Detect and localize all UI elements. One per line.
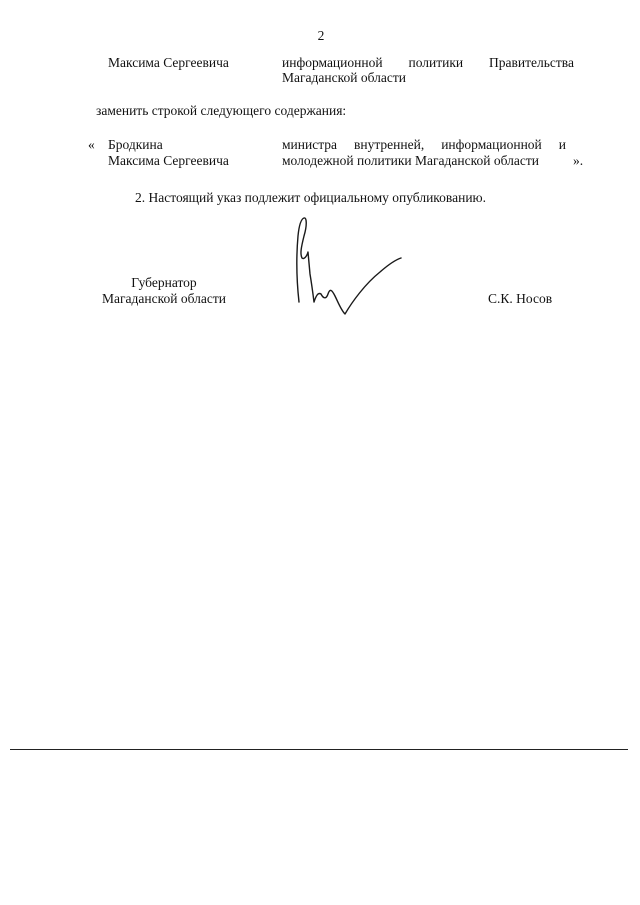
row2-open-quote: « (88, 137, 95, 152)
replace-text: заменить строкой следующего содержания: (96, 103, 347, 118)
signatory-title-line2: Магаданской области (102, 291, 226, 306)
handwritten-signature (285, 214, 410, 324)
row2-name: Максима Сергеевича (108, 153, 229, 168)
clause-2: 2. Настоящий указ подлежит официальному опубликованию. (135, 190, 487, 205)
row1-position-line1: информационной политики Правительства (282, 55, 574, 70)
signatory-title-line1: Губернатор (131, 275, 197, 290)
row2-position-line1: министра внутренней, информационной и (282, 137, 566, 152)
page-number: 2 (317, 28, 325, 43)
row2-position-line2: молодежной политики Магаданской области (282, 153, 539, 168)
row2-surname: Бродкина (108, 137, 163, 152)
row1-position-line2: Магаданской области (282, 70, 406, 85)
bottom-divider (10, 749, 628, 750)
row1-name: Максима Сергеевича (108, 55, 229, 70)
row2-close-quote: ». (573, 153, 584, 168)
signatory-name: С.К. Носов (488, 291, 553, 306)
